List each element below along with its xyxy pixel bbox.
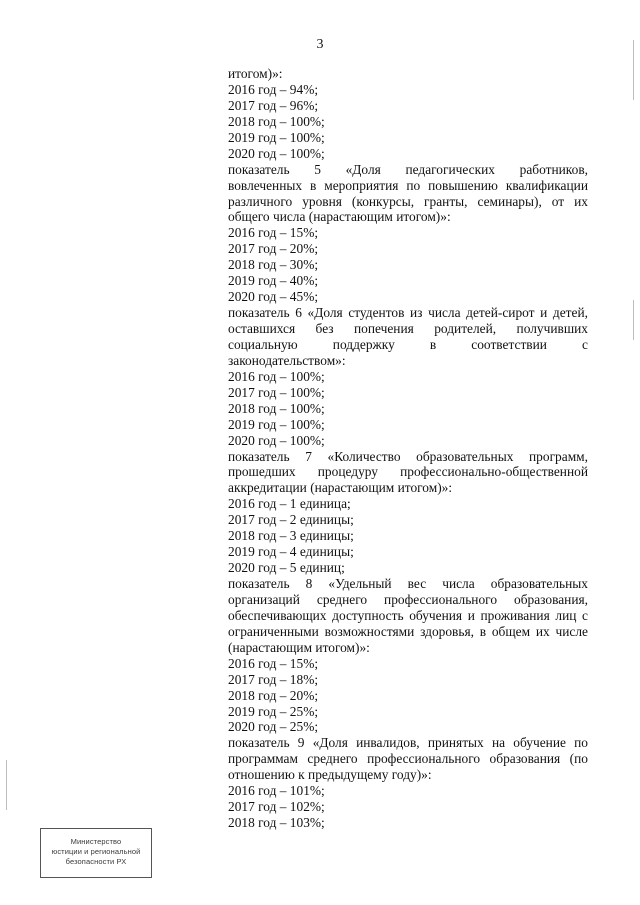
- registration-stamp: [40, 828, 152, 878]
- text-line: 2017 год – 102%;: [228, 799, 325, 815]
- text-line: обеспечивающих доступность обучения и проживания лиц с: [228, 607, 588, 623]
- document-body: [228, 66, 588, 831]
- text-line: 2019 год – 4 единицы;: [228, 544, 354, 560]
- text-line: законодательством»:: [228, 352, 346, 368]
- text-line: 2019 год – 100%;: [228, 129, 325, 145]
- text-line: итогом)»:: [228, 66, 283, 81]
- text-line: вовлеченных в мероприятия по повышению квалификации: [228, 177, 588, 193]
- page-number: 3: [316, 37, 324, 52]
- text-line: 2020 год – 100%;: [228, 432, 325, 448]
- text-line: 2016 год – 15%;: [228, 225, 319, 241]
- text-line: 2016 год – 1 единица;: [228, 496, 351, 512]
- text-line: 2016 год – 15%;: [228, 655, 319, 671]
- text-line: социальную поддержку в соответствии с: [228, 336, 588, 352]
- text-line: 2017 год – 20%;: [228, 241, 319, 257]
- text-line: 2020 год – 45%;: [228, 289, 319, 305]
- text-line: общего числа (нарастающим итогом)»:: [228, 209, 451, 225]
- text-line: 2018 год – 3 единицы;: [228, 528, 354, 544]
- text-line: 2016 год – 100%;: [228, 368, 325, 384]
- scan-edge-mark: [633, 300, 634, 340]
- text-line: 2017 год – 18%;: [228, 671, 319, 687]
- text-line: 2019 год – 100%;: [228, 416, 325, 432]
- text-line: 2019 год – 25%;: [228, 703, 319, 719]
- stamp-line-3: безопасности РХ: [65, 857, 127, 866]
- text-line: показатель 5 «Доля педагогических работников,: [228, 161, 588, 177]
- text-line: 2016 год – 94%;: [228, 81, 319, 97]
- text-line: программам среднего профессионального образования (по: [228, 751, 588, 767]
- text-line: различного уровня (конкурсы, гранты, семинары), от их: [228, 193, 588, 209]
- text-line: показатель 7 «Количество образовательных программ,: [228, 448, 588, 464]
- text-line: 2018 год – 100%;: [228, 400, 325, 416]
- text-line: (нарастающим итогом)»:: [228, 639, 370, 655]
- text-line: оставшихся без попечения родителей, получивших: [228, 321, 588, 336]
- text-line: организаций среднего профессионального образования,: [228, 591, 588, 607]
- text-line: ограниченными возможностями здоровья, в общем их числе: [228, 623, 588, 639]
- stamp-line-1: Министерство: [70, 837, 122, 846]
- text-line: прошедших процедуру профессионально-общественной: [228, 464, 588, 480]
- text-line: отношению к предыдущему году)»:: [228, 767, 432, 783]
- stamp-line-2: юстиции и региональной: [51, 847, 141, 856]
- text-line: 2017 год – 2 единицы;: [228, 512, 354, 528]
- text-line: 2016 год – 101%;: [228, 783, 325, 799]
- text-line: показатель 8 «Удельный вес числа образовательных: [228, 576, 588, 591]
- text-line: показатель 9 «Доля инвалидов, принятых на обучение по: [228, 735, 588, 751]
- text-line: 2018 год – 20%;: [228, 687, 319, 703]
- text-line: 2017 год – 100%;: [228, 384, 325, 400]
- text-line: 2018 год – 103%;: [228, 815, 325, 831]
- text-line: аккредитации (нарастающим итогом)»:: [228, 480, 453, 496]
- text-line: 2018 год – 30%;: [228, 257, 319, 273]
- scan-edge-mark: [633, 40, 634, 100]
- text-line: 2020 год – 100%;: [228, 145, 325, 161]
- text-line: 2020 год – 5 единиц;: [228, 560, 345, 576]
- text-line: 2020 год – 25%;: [228, 719, 319, 735]
- scan-edge-mark: [6, 760, 7, 810]
- text-line: 2018 год – 100%;: [228, 113, 325, 129]
- text-line: показатель 6 «Доля студентов из числа детей-сирот и детей,: [228, 305, 588, 321]
- text-line: 2019 год – 40%;: [228, 273, 319, 289]
- text-line: 2017 год – 96%;: [228, 97, 319, 113]
